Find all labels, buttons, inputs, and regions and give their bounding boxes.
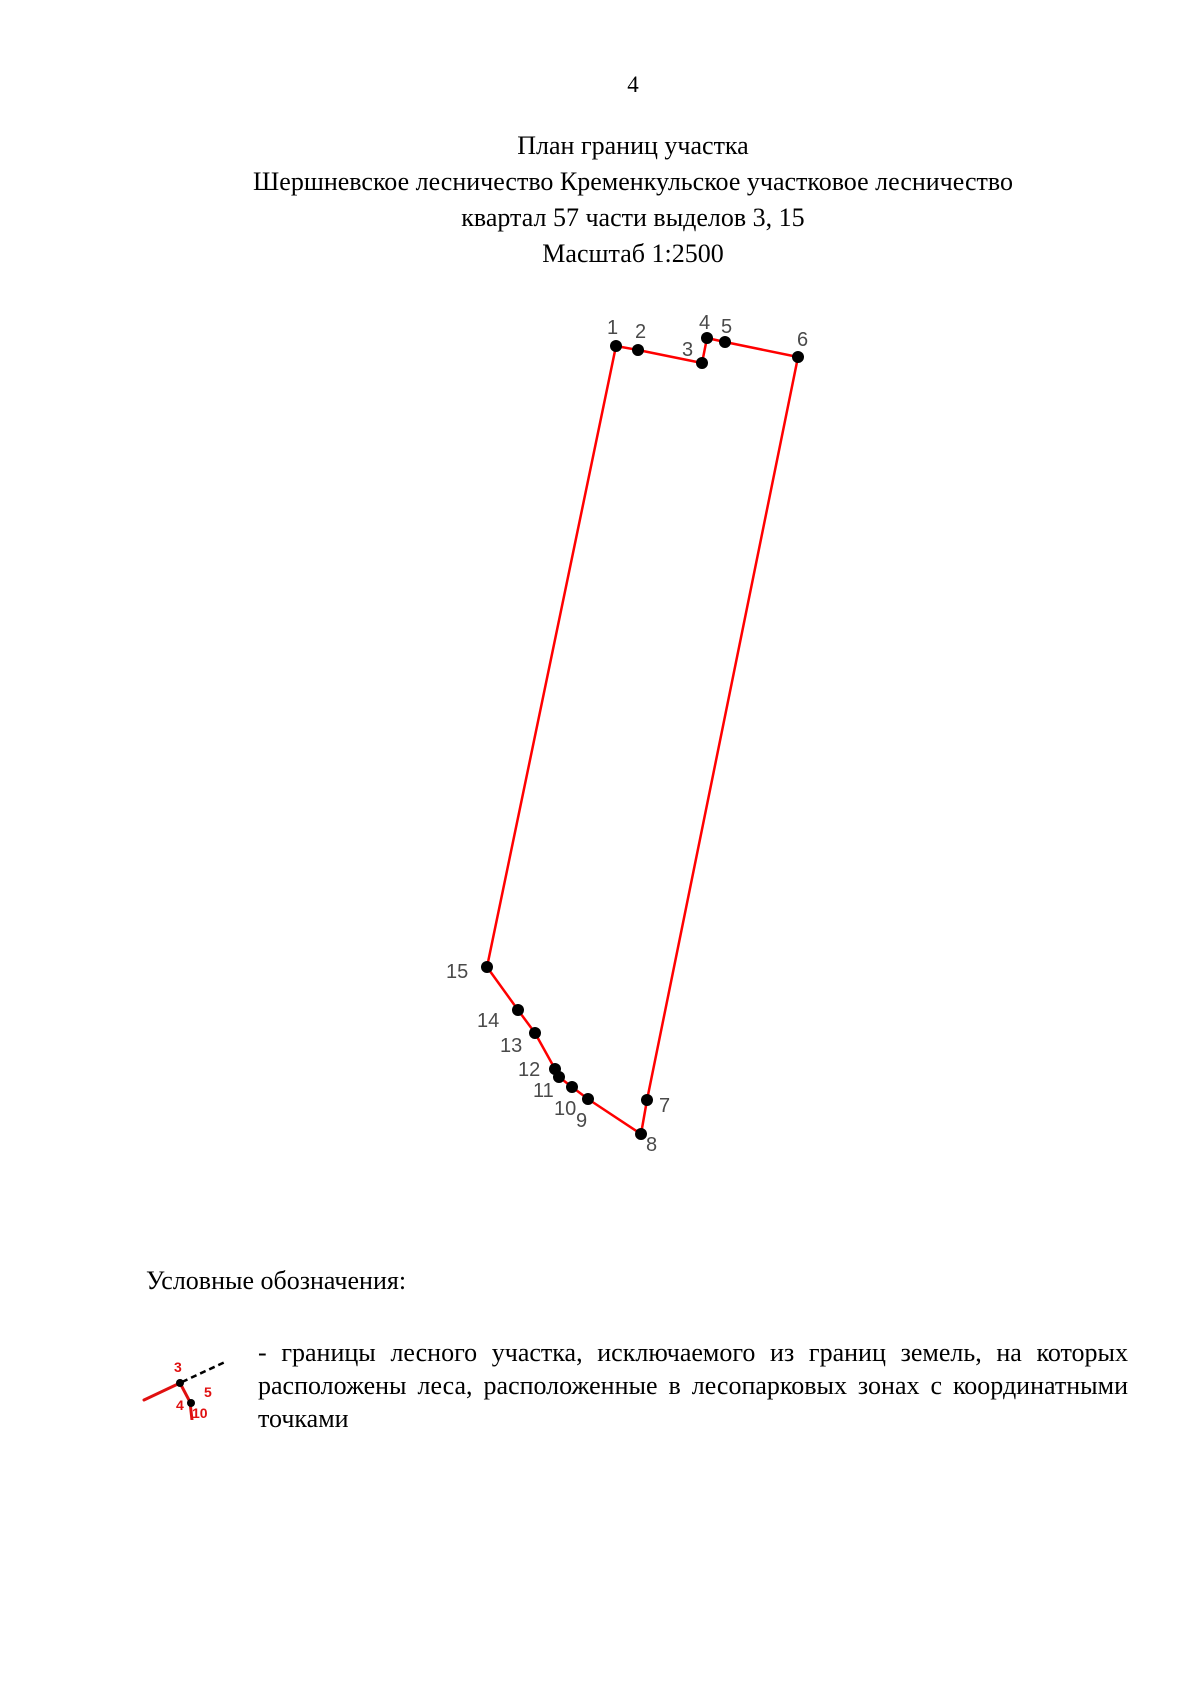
point-label-10: 10 — [554, 1098, 577, 1120]
point-label-5: 5 — [721, 316, 733, 338]
title-line-2: Шершневское лесничество Кременкульское участковое лесничество — [253, 167, 1013, 196]
boundary-point-6 — [792, 351, 804, 363]
boundary-point-1 — [610, 340, 622, 352]
boundary-point-15 — [481, 961, 493, 973]
legend-icon-label: 10 — [192, 1405, 208, 1420]
point-label-12: 12 — [518, 1059, 541, 1081]
page-number: 4 — [627, 72, 639, 97]
title-line-4: Масштаб 1:2500 — [542, 239, 724, 268]
point-label-7: 7 — [659, 1095, 671, 1117]
boundary-point-12 — [549, 1063, 561, 1075]
point-label-9: 9 — [576, 1110, 588, 1132]
legend-item-text: - границы лесного участка, исключаемого из границ земель, на которых расположены леса, расположенные в лесопарковых зонах с координатными точками — [258, 1338, 1128, 1433]
point-label-4: 4 — [699, 312, 711, 334]
boundary-points — [446, 312, 808, 1156]
point-label-8: 8 — [646, 1134, 658, 1156]
point-label-11: 11 — [533, 1080, 554, 1102]
legend-icon-label: 5 — [204, 1384, 212, 1400]
point-label-2: 2 — [635, 321, 647, 343]
point-label-6: 6 — [797, 329, 809, 351]
legend-icon-label: 3 — [174, 1359, 182, 1375]
point-label-1: 1 — [607, 317, 619, 339]
legend-icon-label: 4 — [176, 1397, 184, 1413]
boundary-point-13 — [529, 1027, 541, 1039]
boundary-point-7 — [641, 1094, 653, 1106]
point-label-15: 15 — [446, 961, 469, 983]
boundary-point-14 — [512, 1004, 524, 1016]
title-line-1: План границ участка — [517, 131, 749, 160]
point-label-14: 14 — [477, 1010, 500, 1032]
boundary-point-2 — [632, 344, 644, 356]
boundary-point-10 — [566, 1081, 578, 1093]
boundary-point-3 — [696, 357, 708, 369]
boundary-polygon — [487, 338, 798, 1134]
point-label-13: 13 — [500, 1035, 523, 1057]
legend-heading: Условные обозначения: — [146, 1266, 407, 1295]
title-line-3: квартал 57 части выделов 3, 15 — [461, 203, 805, 232]
boundary-point-9 — [582, 1093, 594, 1105]
boundary-legend-icon — [140, 1340, 240, 1420]
point-label-3: 3 — [682, 339, 694, 361]
